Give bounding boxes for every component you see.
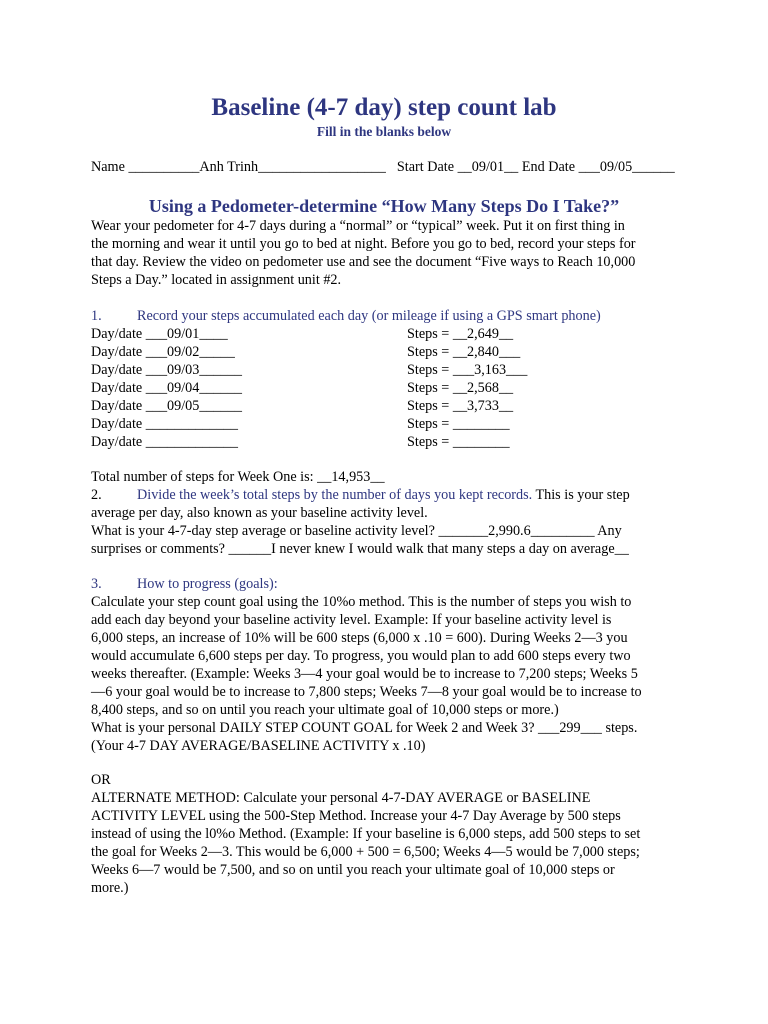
alternate-line: the goal for Weeks 2—3. This would be 6,000 + 500 = 6,500; Weeks 4—5 would be 7,000 steps; (91, 844, 640, 860)
alternate-line: ACTIVITY LEVEL using the 500-Step Method. Increase your 4-7 Day Average by 500 steps (91, 808, 621, 824)
goal-tail: steps. (605, 720, 638, 736)
log-row (91, 344, 521, 362)
log-steps-label: Steps = (407, 416, 450, 432)
item-3-line: Calculate your step count goal using the 10%o method. This is the number of steps you wish to (91, 594, 632, 610)
item-3-line: add each day beyond your baseline activity level. Example: If your baseline activity level is (91, 612, 612, 628)
baseline-label: What is your 4-7-day step average or baseline activity level? (91, 523, 435, 539)
log-steps-label: Steps = (407, 434, 450, 450)
log-row (91, 434, 510, 452)
total-value: __14,953__ (317, 469, 385, 485)
comments-question (91, 541, 629, 559)
intro-line-3: that day. Review the video on pedometer use and see the document “Five ways to Reach 10,000 (91, 254, 636, 270)
log-steps-value: ________ (452, 416, 510, 432)
log-steps-label: Steps = (407, 380, 450, 396)
goal-value: ___299___ (538, 720, 602, 736)
item-3-heading: How to progress (goals): (137, 576, 278, 592)
log-date-label: Day/date (91, 416, 143, 432)
goal-note: (Your 4-7 DAY AVERAGE/BASELINE ACTIVITY x .10) (91, 738, 426, 754)
baseline-tail: Any (597, 523, 622, 539)
baseline-question (91, 523, 622, 541)
item-3-line: weeks thereafter. (Example: Weeks 3—4 your goal would be to increase to 7,200 steps; Weeks 5 (91, 666, 638, 682)
log-date-value: ___09/02_____ (145, 344, 235, 360)
start-date-value: __09/01__ (457, 159, 519, 175)
or-label: OR (91, 772, 111, 788)
section-heading: Using a Pedometer-determine “How Many Steps Do I Take?” (148, 196, 620, 216)
log-row (91, 326, 514, 344)
item-2-rest: This is your step (532, 487, 630, 503)
comments-value: ______I never knew I would walk that many steps a day on average__ (228, 541, 629, 557)
log-steps-value: __3,733__ (452, 398, 514, 414)
log-steps-value: __2,568__ (452, 380, 514, 396)
name-value: __________Anh Trinh__________________ (128, 159, 386, 175)
log-steps-value: __2,840___ (452, 344, 521, 360)
goal-question (91, 720, 637, 738)
item-3-line: —6 your goal would be to increase to 7,800 steps; Weeks 7—8 your goal would be to increase to (91, 684, 642, 700)
log-date-label: Day/date (91, 434, 143, 450)
log-steps-label: Steps = (407, 344, 450, 360)
log-row (91, 362, 528, 380)
header-fields (91, 159, 675, 177)
item-1-text: Record your steps accumulated each day (or mileage if using a GPS smart phone) (137, 308, 601, 324)
log-date-value: ___09/04______ (145, 380, 242, 396)
log-date-value: _____________ (145, 416, 238, 432)
end-date-value: ___09/05______ (578, 159, 675, 175)
log-date-label: Day/date (91, 362, 143, 378)
alternate-line: Weeks 6—7 would be 7,500, and so on until you reach your ultimate goal of 10,000 steps or (91, 862, 615, 878)
alternate-line: more.) (91, 880, 129, 896)
log-steps-value: ________ (452, 434, 510, 450)
total-label: Total number of steps for Week One is: (91, 469, 314, 485)
item-1 (91, 308, 601, 326)
log-date-label: Day/date (91, 344, 143, 360)
alternate-line: ALTERNATE METHOD: Calculate your personal 4-7-DAY AVERAGE or BASELINE (91, 790, 591, 806)
log-row (91, 416, 510, 434)
total-steps (91, 469, 385, 487)
comments-label: surprises or comments? (91, 541, 225, 557)
log-date-value: _____________ (145, 434, 238, 450)
log-steps-label: Steps = (407, 326, 450, 342)
alternate-line: instead of using the l0%o Method. (Example: If your baseline is 6,000 steps, add 500 steps to set (91, 826, 641, 842)
item-3 (91, 576, 278, 594)
page-subtitle: Fill in the blanks below (316, 124, 452, 139)
log-date-label: Day/date (91, 398, 143, 414)
item-2-number: 2. (91, 487, 102, 503)
item-1-number: 1. (91, 308, 102, 324)
intro-line-2: the morning and wear it until you go to bed at night. Before you go to bed, record your steps for (91, 236, 636, 252)
log-steps-label: Steps = (407, 398, 450, 414)
end-date-label: End Date (521, 159, 576, 175)
baseline-value: _______2,990.6_________ (438, 523, 595, 539)
page-title: Baseline (4-7 day) step count lab (211, 94, 557, 121)
log-date-value: ___09/05______ (145, 398, 242, 414)
item-2-highlight: Divide the week’s total steps by the number of days you kept records. (137, 487, 533, 503)
log-row (91, 380, 514, 398)
item-3-line: 6,000 steps, an increase of 10% will be 600 steps (6,000 x .10 = 600). During Weeks 2—3 you (91, 630, 628, 646)
log-row (91, 398, 514, 416)
goal-label: What is your personal DAILY STEP COUNT GOAL for Week 2 and Week 3? (91, 720, 535, 736)
intro-line-4: Steps a Day.” located in assignment unit #2. (91, 272, 342, 288)
name-label: Name (91, 159, 125, 175)
log-date-label: Day/date (91, 326, 143, 342)
item-2-line-2: average per day, also known as your baseline activity level. (91, 505, 428, 521)
log-date-value: ___09/01____ (145, 326, 228, 342)
item-3-number: 3. (91, 576, 102, 592)
item-2 (91, 487, 630, 505)
start-date-label: Start Date (396, 159, 455, 175)
log-steps-value: ___3,163___ (452, 362, 528, 378)
log-steps-label: Steps = (407, 362, 450, 378)
intro-line-1: Wear your pedometer for 4-7 days during a “normal” or “typical” week. Put it on first thing in (91, 218, 625, 234)
log-date-value: ___09/03______ (145, 362, 242, 378)
log-date-label: Day/date (91, 380, 143, 396)
log-steps-value: __2,649__ (452, 326, 514, 342)
item-3-line: would accumulate 6,600 steps per day. To progress, you would plan to add 600 steps every two (91, 648, 631, 664)
item-3-line: 8,400 steps, and so on until you reach your ultimate goal of 10,000 steps or more.) (91, 702, 559, 718)
